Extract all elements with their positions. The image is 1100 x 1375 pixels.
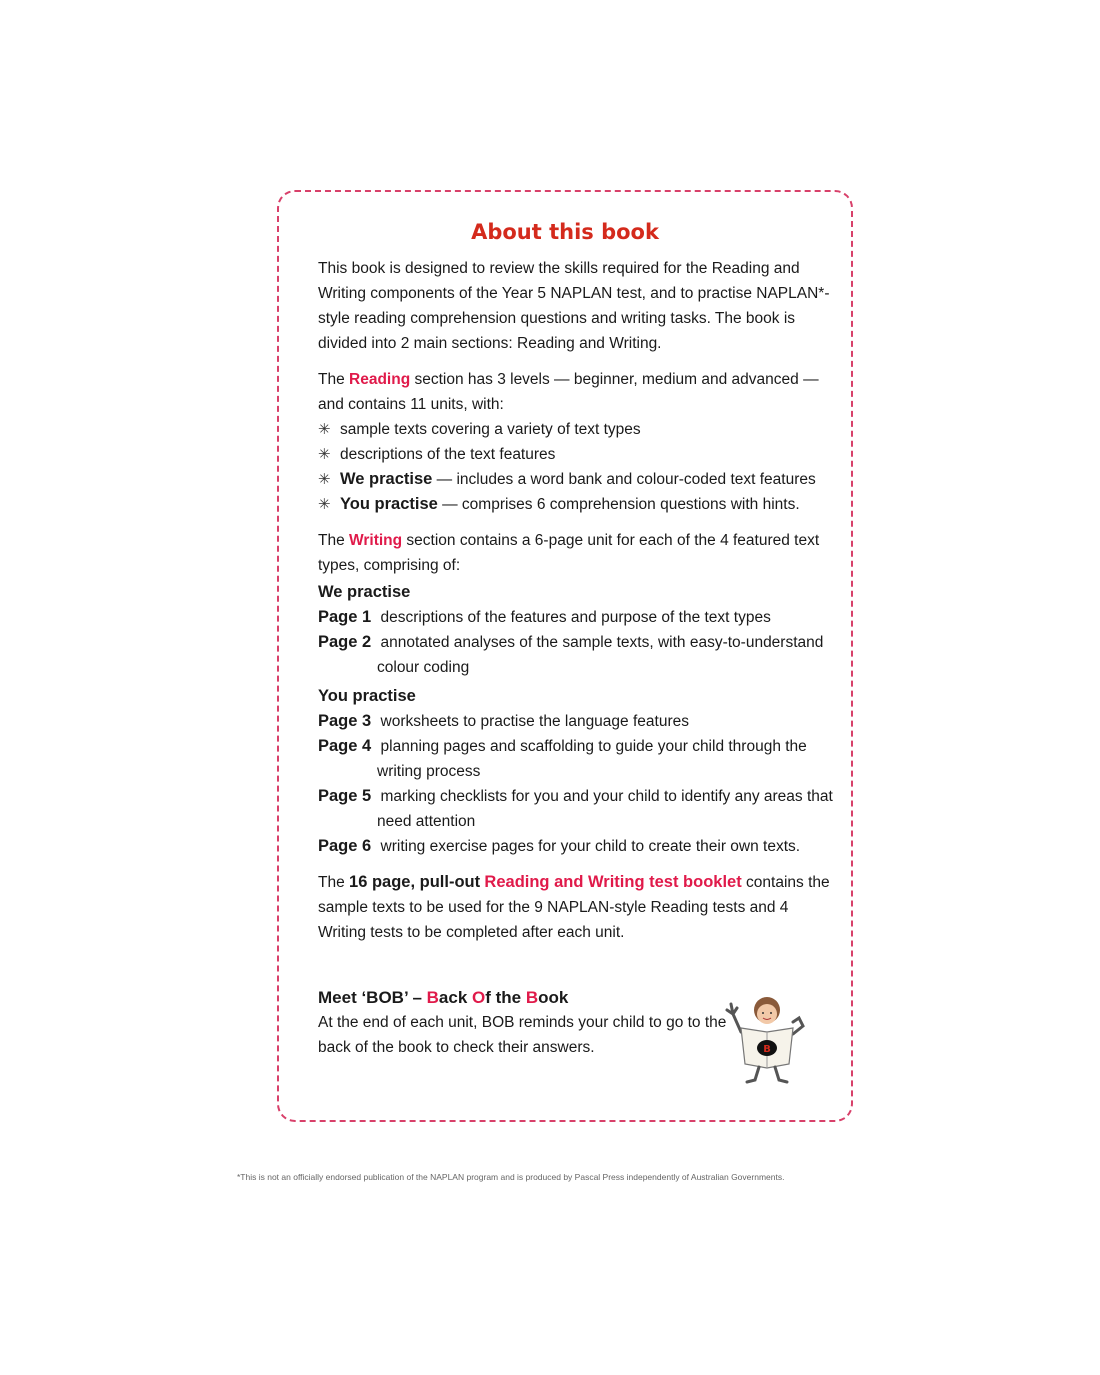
bob-section xyxy=(318,988,728,1060)
page-title: About this book xyxy=(471,220,659,244)
page-item: Page 5 marking checklists for you and your child to identify any areas that need attention xyxy=(318,787,833,830)
reading-bullets xyxy=(318,417,838,517)
list-item: ✳ sample texts covering a variety of text types xyxy=(318,417,838,442)
asterisk-icon: ✳ xyxy=(318,421,331,438)
you-practise-group xyxy=(318,684,838,859)
group-heading: You practise xyxy=(318,687,416,705)
footnote: *This is not an officially endorsed publication of the NAPLAN program and is produced by Pascal Press independently of Australian Governments. xyxy=(237,1172,785,1182)
reading-pre: The xyxy=(318,371,350,388)
booklet-highlight: Reading and Writing test booklet xyxy=(484,873,742,891)
list-item: ✳ descriptions of the text features xyxy=(318,442,838,467)
booklet-paragraph: The 16 page, pull-out Reading and Writing test booklet contains the sample texts to be used for the 9 NAPLAN-style Reading tests and 4 Writing tests to be completed after each unit. xyxy=(318,873,830,941)
list-item: ✳ We practise — includes a word bank and colour-coded text features xyxy=(318,467,838,492)
group-heading: We practise xyxy=(318,583,411,601)
bob-text: At the end of each unit, BOB reminds your child to go to the back of the book to check their answers. xyxy=(318,1014,727,1056)
intro-paragraph: This book is designed to review the skills required for the Reading and Writing components of the Year 5 NAPLAN test, and to practise NAPLAN*-style reading comprehension questions and writing tasks. The book is divided into 2 main sections: Reading and Writing. xyxy=(318,260,830,352)
list-item: ✳ You practise — comprises 6 comprehension questions with hints. xyxy=(318,492,838,517)
svg-text:B: B xyxy=(763,1044,771,1055)
reading-paragraph xyxy=(318,367,838,417)
page-item: Page 1 descriptions of the features and purpose of the text types xyxy=(318,608,771,626)
asterisk-icon: ✳ xyxy=(318,471,331,488)
reading-highlight: Reading xyxy=(349,371,411,388)
page-item: Page 4 planning pages and scaffolding to guide your child through the writing process xyxy=(318,737,807,780)
writing-paragraph: The Writing section contains a 6-page unit for each of the 4 featured text types, comprising of: xyxy=(318,532,820,574)
we-practise-group xyxy=(318,580,838,680)
bob-heading: Meet ‘BOB’ – Back Of the Book xyxy=(318,988,569,1007)
asterisk-icon: ✳ xyxy=(318,496,331,513)
page-item: Page 2 annotated analyses of the sample texts, with easy-to-understand colour coding xyxy=(318,633,824,676)
content xyxy=(318,256,838,956)
page-item: Page 6 writing exercise pages for your child to create their own texts. xyxy=(318,837,801,855)
reading-post: section has 3 levels — beginner, medium and advanced — and contains 11 units, with: xyxy=(318,371,819,413)
bob-book-character-icon xyxy=(719,992,815,1088)
writing-highlight: Writing xyxy=(349,532,403,549)
asterisk-icon: ✳ xyxy=(318,446,331,463)
about-box xyxy=(277,190,853,1122)
page-item: Page 3 worksheets to practise the language features xyxy=(318,712,689,730)
